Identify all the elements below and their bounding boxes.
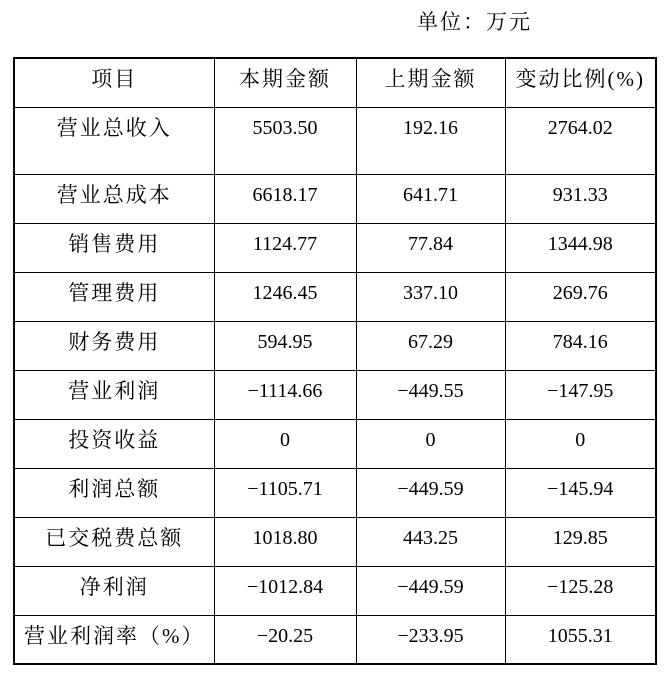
item-cell: 财务费用 [14, 321, 214, 370]
current-amount-cell: 5503.50 [214, 107, 356, 174]
item-cell: 利润总额 [14, 468, 214, 517]
previous-amount-cell: 641.71 [356, 174, 505, 223]
current-amount-cell: 1124.77 [214, 223, 356, 272]
current-amount-cell: −1114.66 [214, 370, 356, 419]
previous-amount-cell: 0 [356, 419, 505, 468]
item-cell: 净利润 [14, 566, 214, 615]
current-amount-cell: −1105.71 [214, 468, 356, 517]
change-ratio-cell: −125.28 [505, 566, 656, 615]
current-amount-cell: 6618.17 [214, 174, 356, 223]
financial-table [13, 57, 657, 665]
current-amount-cell: 1246.45 [214, 272, 356, 321]
item-cell: 已交税费总额 [14, 517, 214, 566]
current-amount-cell: −20.25 [214, 615, 356, 664]
table-row [14, 615, 656, 664]
item-cell: 销售费用 [14, 223, 214, 272]
change-ratio-cell: 1344.98 [505, 223, 656, 272]
current-amount-cell: 1018.80 [214, 517, 356, 566]
change-ratio-cell: 2764.02 [505, 107, 656, 174]
table-row [14, 223, 656, 272]
change-ratio-cell: 931.33 [505, 174, 656, 223]
column-header-current-amount: 本期金额 [214, 58, 356, 107]
table-body [14, 107, 656, 664]
change-ratio-cell: 784.16 [505, 321, 656, 370]
previous-amount-cell: 337.10 [356, 272, 505, 321]
table-row [14, 321, 656, 370]
table-row [14, 419, 656, 468]
previous-amount-cell: −449.55 [356, 370, 505, 419]
table-row [14, 566, 656, 615]
column-header-previous-amount: 上期金额 [356, 58, 505, 107]
change-ratio-cell: −145.94 [505, 468, 656, 517]
table-row [14, 370, 656, 419]
previous-amount-cell: −449.59 [356, 468, 505, 517]
previous-amount-cell: 192.16 [356, 107, 505, 174]
item-cell: 营业总收入 [14, 107, 214, 174]
unit-label: 单位：万元 [417, 10, 532, 34]
item-cell: 投资收益 [14, 419, 214, 468]
change-ratio-cell: −147.95 [505, 370, 656, 419]
item-cell: 营业利润 [14, 370, 214, 419]
table-row [14, 517, 656, 566]
current-amount-cell: −1012.84 [214, 566, 356, 615]
column-header-change-ratio: 变动比例(%) [505, 58, 656, 107]
change-ratio-cell: 129.85 [505, 517, 656, 566]
current-amount-cell: 0 [214, 419, 356, 468]
change-ratio-cell: 269.76 [505, 272, 656, 321]
item-cell: 营业总成本 [14, 174, 214, 223]
table-header-row [14, 58, 656, 107]
previous-amount-cell: 77.84 [356, 223, 505, 272]
column-header-item: 项目 [14, 58, 214, 107]
table-row [14, 174, 656, 223]
previous-amount-cell: −233.95 [356, 615, 505, 664]
previous-amount-cell: 443.25 [356, 517, 505, 566]
table-row [14, 107, 656, 174]
item-cell: 营业利润率（%） [14, 615, 214, 664]
previous-amount-cell: 67.29 [356, 321, 505, 370]
change-ratio-cell: 0 [505, 419, 656, 468]
table-row [14, 272, 656, 321]
change-ratio-cell: 1055.31 [505, 615, 656, 664]
table-row [14, 468, 656, 517]
item-cell: 管理费用 [14, 272, 214, 321]
previous-amount-cell: −449.59 [356, 566, 505, 615]
current-amount-cell: 594.95 [214, 321, 356, 370]
